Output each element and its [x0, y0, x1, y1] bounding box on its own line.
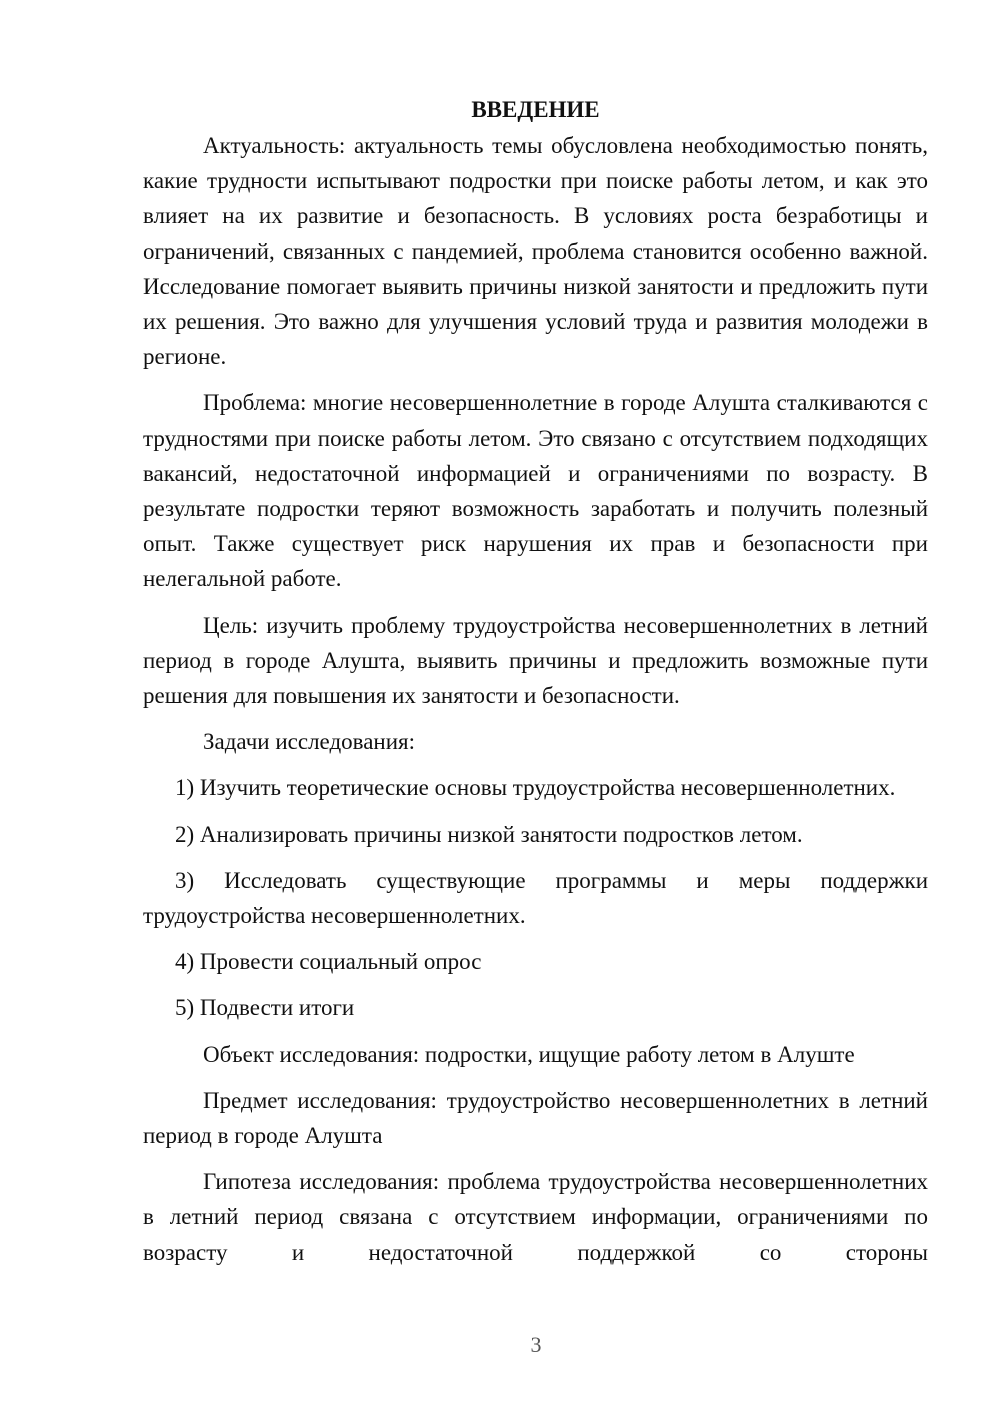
relevance-paragraph: Актуальность: актуальность темы обусловлена необходимостью понять, какие трудности испытывают подростки при поиске работы летом, и как это влияет на их развитие и безопасность. В условиях роста безработицы и ограничений, связанных с пандемией, проблема становится особенно важной. Исследование помогает выявить причины низкой занятости и предложить пути их решения. Это важно для улучшения условий труда и развития молодежи в регионе. [143, 133, 928, 370]
problem-paragraph: Проблема: многие несовершеннолетние в городе Алушта сталкиваются с трудностями при поиске работы летом. Это связано с отсутствием подходящих вакансий, недостаточной информацией и ограничениями по возрасту. В результате подростки теряют возможность заработать и получить полезный опыт. Также существует риск нарушения их прав и безопасности при нелегальной работе. [143, 390, 928, 592]
goal-paragraph: Цель: изучить проблему трудоустройства несовершеннолетних в летний период в городе Алушта, выявить причины и предложить возможные пути решения для повышения их занятости и безопасности. [143, 612, 928, 709]
document-page [143, 92, 928, 1270]
tasks-heading: Задачи исследования: [203, 729, 416, 755]
task-item-3: 3) Исследовать существующие программы и меры поддержки трудоустройства несовершеннолетних. [143, 867, 928, 929]
page-title: ВВЕДЕНИЕ [471, 97, 600, 122]
object-paragraph: Объект исследования: подростки, ищущие работу летом в Алуште [203, 1041, 855, 1067]
subject-paragraph: Предмет исследования: трудоустройство несовершеннолетних в летний период в городе Алушта [143, 1087, 928, 1149]
task-item-5: 5) Подвести итоги [175, 995, 355, 1021]
page-number: 3 [530, 1332, 542, 1357]
task-item-1: 1) Изучить теоретические основы трудоустройства несовершеннолетних. [175, 775, 896, 801]
page-number-footer [0, 1332, 1000, 1358]
task-item-4: 4) Провести социальный опрос [175, 949, 482, 975]
task-item-2: 2) Анализировать причины низкой занятости подростков летом. [175, 821, 803, 847]
hypothesis-paragraph: Гипотеза исследования: проблема трудоустройства несовершеннолетних в летний период связана с отсутствием информации, ограничениями по возрасту и недостаточной поддержкой со стороны [143, 1169, 928, 1265]
